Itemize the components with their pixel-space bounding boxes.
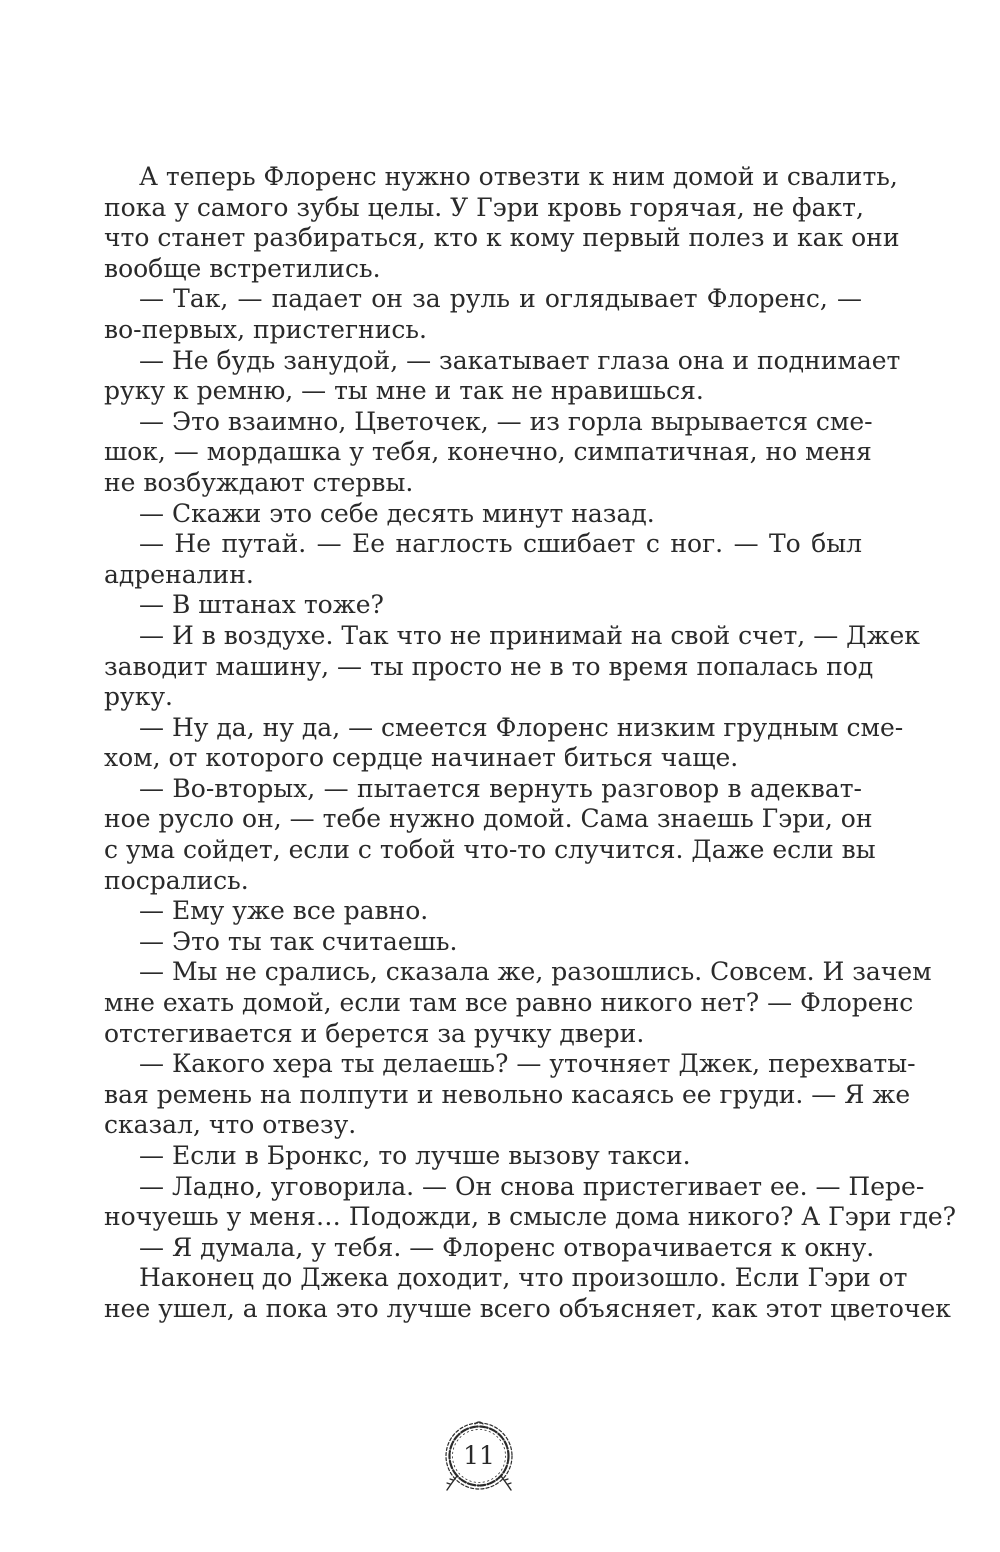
text-line: — Не будь занудой, — закатывает глаза она и поднимает [139,345,901,375]
text-line: шок, — мордашка у тебя, конечно, симпатичная, но меня [104,437,872,467]
text-line: адреналин. [104,559,254,589]
page-number: 11 [463,1441,495,1470]
text-line: нее ушел, а пока это лучше всего объясняет, как этот цветочек [104,1293,951,1323]
text-line: — И в воздухе. Так что не принимай на свой счет, — Джек [139,620,920,650]
text-line: руку к ремню, — ты мне и так не нравишься. [104,376,704,406]
text-line: ночуешь у меня… Подожди, в смысле дома никого? А Гэри где? [104,1202,957,1232]
text-line: — Так, — падает он за руль и оглядывает Флоренс, — [139,284,862,314]
text-line: сказал, что отвезу. [104,1110,357,1140]
text-line: — Скажи это себе десять минут назад. [139,498,655,528]
text-line: вая ремень на полпути и невольно касаясь ее груди. — Я же [104,1079,911,1109]
text-line: ное русло он, — тебе нужно домой. Сама знаешь Гэри, он [104,804,873,834]
text-line: — Это взаимно, Цветочек, — из горла вырывается сме- [139,406,873,436]
text-line: — Ему уже все равно. [139,896,429,926]
text-line: вообще встретились. [104,253,381,283]
body-text [104,162,957,1325]
page-number-ornament [437,1414,521,1498]
text-line: Наконец до Джека доходит, что произошло. Если Гэри от [139,1263,908,1293]
text-line: — Я думала, у тебя. — Флоренс отворачивается к окну. [139,1232,875,1262]
text-line: — Это ты так считаешь. [139,926,458,956]
text-line: А теперь Флоренс нужно отвезти к ним домой и свалить, [139,162,898,191]
text-line: — Во-вторых, — пытается вернуть разговор в адекват- [139,773,862,803]
text-line: — В штанах тоже? [139,590,384,620]
text-line: отстегивается и берется за ручку двери. [104,1018,645,1048]
text-line: — Не путай. — Ее наглость сшибает с ног. — То был [139,529,862,559]
text-line: руку. [104,682,173,712]
text-line: с ума сойдет, если с тобой что-то случится. Даже если вы [104,835,876,865]
text-line: — Ну да, ну да, — смеется Флоренс низким грудным сме- [139,712,904,742]
text-line: во-первых, пристегнись. [104,314,427,344]
text-line: что станет разбираться, кто к кому первый полез и как они [104,223,900,253]
text-line: — Мы не срались, сказала же, разошлись. Совсем. И зачем [139,957,932,987]
text-line: — Какого хера ты делаешь? — уточняет Джек, перехваты- [139,1049,916,1079]
text-line: посрались. [104,865,249,895]
text-line: — Если в Бронкс, то лучше вызову такси. [139,1141,691,1170]
text-line: хом, от которого сердце начинает биться чаще. [104,743,739,773]
text-line: — Ладно, уговорила. — Он снова пристегивает ее. — Пере- [139,1171,925,1201]
text-line: мне ехать домой, если там все равно никого нет? — Флоренс [104,988,914,1018]
text-line: не возбуждают стервы. [104,467,414,497]
text-line: заводит машину, — ты просто не в то время попалась под [104,651,874,681]
text-line: пока у самого зубы целы. У Гэри кровь горячая, не факт, [104,192,864,222]
